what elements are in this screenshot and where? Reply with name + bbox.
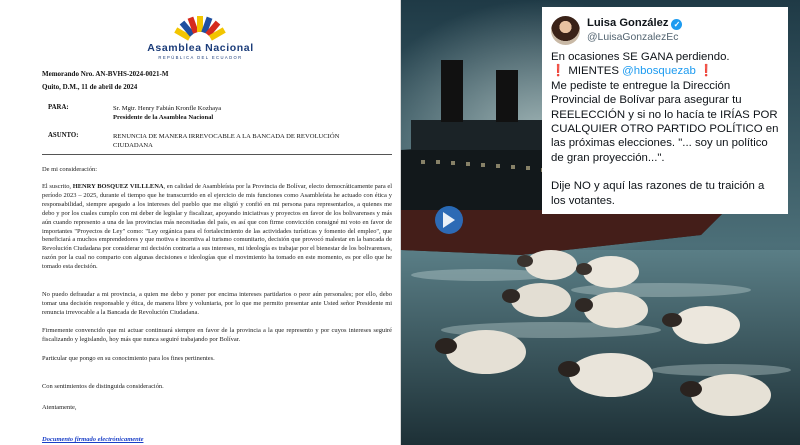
tweet-header (551, 16, 779, 48)
header-divider (42, 154, 392, 155)
para-label: PARA: (48, 104, 69, 111)
tweet-line-2 (551, 64, 779, 78)
memo-date: Quito, D.M., 11 de abril de 2024 (42, 83, 138, 91)
author-handle[interactable]: @LuisaGonzalezEc (587, 32, 679, 43)
recipient-title: Presidente de la Asamblea Nacional (113, 114, 214, 121)
tweet-text (551, 50, 779, 208)
exclamation-icon: ❗ (551, 65, 566, 78)
tweet-body-2: Dije NO y aquí las razones de tu traición a los votantes. (551, 180, 765, 207)
asunto-value (113, 132, 388, 150)
greeting: De mi consideración: (42, 166, 98, 173)
signoff: Atentamente, (42, 404, 77, 411)
mention-link[interactable]: @hbosquezab (622, 65, 696, 78)
paragraph-2: No puedo defraudar a mi provincia, a quien me debo y poner por encima intereses partidarios o peor aún personales; por ello, debo tomar una decisión responsable y ética, de manera libre y voluntaria, por lo que me permito presentar ante Usted señor Presidente mi renuncia irrevocable a la Bancada de Revolución Ciudadana. (42, 291, 392, 316)
ship-illustration (401, 0, 800, 445)
tweet-line-1: En ocasiones SE GANA perdiendo. (551, 51, 730, 63)
avatar[interactable] (551, 16, 580, 45)
closing: Con sentimientos de distinguida consideración. (42, 383, 164, 390)
party-logo (435, 206, 463, 234)
memo-number: Memorando Nro. AN-BVHS-2024-0021-M (42, 70, 169, 78)
p1-name: HENRY BOSQUEZ VILLLENA (72, 183, 164, 190)
tweet-body-1: Me pediste te entregue la Dirección Provincial de Bolívar para asegurar tu REELECCIÓN y si no lo hacía te IRÍAS POR CUALQUIER OTRO PARTIDO POLÍTICO en las próximas elecciones. "... soy un político de gran proyección...". (551, 79, 779, 164)
paragraph-4: Particular que pongo en su conocimiento para los fines pertinentes. (42, 355, 215, 362)
para-value (113, 104, 388, 122)
paragraph-3: Firmemente convencido que mi actuar continuará siempre en favor de la provincia a la que represento y por cuyos intereses seguiré fiscalizando y legislando, hoy más que nunca seguiré trabajando por Bolívar. (42, 327, 392, 343)
p1-intro: El suscrito, (42, 183, 72, 190)
author-name-row[interactable] (587, 17, 682, 30)
tweet-card[interactable] (542, 7, 788, 214)
paragraph-1 (42, 183, 392, 272)
asunto-label: ASUNTO: (48, 132, 79, 139)
author-name: Luisa González (587, 17, 669, 29)
asunto-line-2: CIUDADANA (113, 142, 153, 149)
org-subtitle: REPÚBLICA DEL ECUADOR (158, 55, 243, 60)
org-name: Asamblea Nacional (147, 42, 254, 54)
verified-badge-icon: ✓ (671, 19, 682, 30)
asunto-line-1: RENUNCIA DE MANERA IRREVOCABLE A LA BANCADA DE REVOLUCIÓN (113, 133, 340, 140)
tweet-mientes: MIENTES (568, 65, 619, 78)
exclamation-icon: ❗ (698, 65, 714, 78)
recipient-name: Sr. Mgtr. Henry Fabián Kronfle Kozhaya (113, 105, 222, 112)
signature-note: Documento firmado electrónicamente (42, 436, 144, 443)
p1-rest: , en calidad de Asambleísta por la Provincia de Bolívar, electo democráticamente para el período 2023 – 2025, durante el tiempo que he transcurrido en el ejercicio de mis funciones como Asambleísta he actuado con ética y responsabilidad, siempre apegado a los intereses del pueblo que me eligió y confió en mi persona para representarlos, a quienes me debo y por los cuales cumplo con mi deber de legislar y fiscalizar, apoyando iniciativas y proyectos en favor de los bolivarenses y más aún cuando represento a una de las provincias más necesitadas del país, es así que con firme convicción consigné mi voto en favor de importantes "Proyectos de Ley" como: "Ley orgánica para el fortalecimiento de las actividades turísticas y fomento del empleo", que beneficiará a muchos emprendedores y que motiva e incentiva al turismo comunitario, decisión que provocó malestar en la bancada de Revolución Ciudadana por considerar mi decisión contraria a sus intereses, mi ideología es trabajar por el bienestar de los bolivarenses, razón por la cual no comparto con algunas decisiones e ideologías que el movimiento ha tomado en este momento, es por ello que he tomado esta decisión. (42, 183, 393, 271)
